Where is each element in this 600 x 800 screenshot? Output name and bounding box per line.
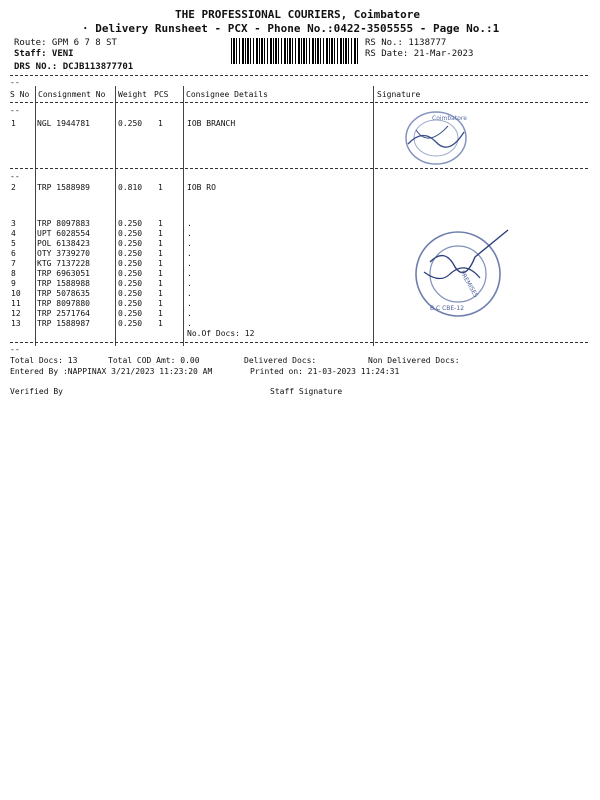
row-pcs: 1 — [158, 219, 163, 228]
row-consignment: TRP 8097883 — [37, 219, 90, 228]
rs-date: RS Date: 21-Mar-2023 — [365, 49, 474, 59]
drs-number: DRS NO.: DCJB113877701 — [14, 62, 134, 72]
row-details: . — [187, 309, 192, 318]
row-weight: 0.250 — [118, 119, 143, 128]
row-consignment: POL 6138423 — [37, 239, 90, 248]
runsheet-title: · Delivery Runsheet - PCX - Phone No.:0422-3505555 - Page No.:1 — [82, 22, 500, 35]
row-weight: 0.250 — [118, 249, 143, 258]
non-delivered-docs: Non Delivered Docs: — [368, 356, 460, 365]
divider-mark: -- — [10, 106, 20, 115]
divider-mark: -- — [10, 345, 20, 354]
row-pcs: 1 — [158, 259, 163, 268]
col-weight: Weight — [118, 90, 147, 99]
row-consignment: OTY 3739270 — [37, 249, 90, 258]
row-weight: 0.250 — [118, 259, 143, 268]
row-pcs: 1 — [158, 319, 163, 328]
col-consignee: Consignee Details — [186, 90, 268, 99]
total-cod-amount: Total COD Amt: 0.00 — [108, 356, 200, 365]
row-weight: 0.810 — [118, 183, 143, 192]
row-details: . — [187, 259, 192, 268]
staff-signature: Staff Signature — [270, 387, 343, 396]
divider — [10, 342, 588, 343]
row-details: . — [187, 279, 192, 288]
row-details: IOB BRANCH — [187, 119, 236, 128]
table-row — [0, 119, 600, 129]
row-sno: 3 — [11, 219, 16, 228]
row-weight: 0.250 — [118, 239, 143, 248]
staff: Staff: VENI — [14, 49, 74, 59]
row-weight: 0.250 — [118, 219, 143, 228]
row-pcs: 1 — [158, 183, 163, 192]
row-sno: 13 — [11, 319, 21, 328]
row-pcs: 1 — [158, 229, 163, 238]
row-sno: 1 — [11, 119, 16, 128]
row-consignment: TRP 5078635 — [37, 289, 90, 298]
row-sno: 11 — [11, 299, 21, 308]
row-consignment: KTG 7137228 — [37, 259, 90, 268]
row-details: . — [187, 299, 192, 308]
row-details: . — [187, 229, 192, 238]
row-pcs: 1 — [158, 279, 163, 288]
row-pcs: 1 — [158, 239, 163, 248]
stamp-2-code: B.C CBE-12 — [430, 305, 465, 312]
row-weight: 0.250 — [118, 309, 143, 318]
printed-on: Printed on: 21-03-2023 11:24:31 — [250, 367, 400, 376]
col-sno: S No — [10, 90, 30, 99]
barcode — [231, 38, 359, 64]
row-weight: 0.250 — [118, 229, 143, 238]
row-consignment: TRP 2571764 — [37, 309, 90, 318]
col-pcs: PCS — [154, 90, 169, 99]
delivery-stamp-2 — [410, 222, 520, 320]
table-row — [0, 183, 600, 193]
row-weight: 0.250 — [118, 279, 143, 288]
divider — [10, 75, 588, 76]
row-sno: 8 — [11, 269, 16, 278]
verified-by: Verified By — [10, 387, 63, 396]
divider-mark: -- — [10, 172, 20, 181]
row-details: . — [187, 319, 192, 328]
row-weight: 0.250 — [118, 269, 143, 278]
divider — [10, 168, 588, 169]
row-consignment: NGL 1944781 — [37, 119, 90, 128]
row-details: . — [187, 249, 192, 258]
row-sno: 9 — [11, 279, 16, 288]
row-pcs: 1 — [158, 299, 163, 308]
table-row — [0, 319, 600, 329]
row-pcs: 1 — [158, 249, 163, 258]
row-consignment: TRP 8097880 — [37, 299, 90, 308]
row-consignment: UPT 6028554 — [37, 229, 90, 238]
row-details: . — [187, 219, 192, 228]
delivery-stamp-1 — [398, 108, 478, 168]
row-sno: 10 — [11, 289, 21, 298]
company-name: THE PROFESSIONAL COURIERS, Coimbatore — [175, 8, 421, 21]
row-consignment: TRP 6963051 — [37, 269, 90, 278]
col-consignment: Consignment No — [38, 90, 106, 99]
row-sno: 7 — [11, 259, 16, 268]
row-sno: 4 — [11, 229, 16, 238]
row-consignment: TRP 1588989 — [37, 183, 90, 192]
route: Route: GPM 6 7 8 ST — [14, 38, 117, 48]
row-sno: 12 — [11, 309, 21, 318]
delivered-docs: Delivered Docs: — [244, 356, 317, 365]
divider — [10, 102, 588, 103]
total-docs: Total Docs: 13 — [10, 356, 78, 365]
row-sno: 5 — [11, 239, 16, 248]
row-consignment: TRP 1588987 — [37, 319, 90, 328]
row-details: IOB RO — [187, 183, 216, 192]
row-pcs: 1 — [158, 309, 163, 318]
row-pcs: 1 — [158, 289, 163, 298]
row-pcs: 1 — [158, 269, 163, 278]
row-pcs: 1 — [158, 119, 163, 128]
entered-by: Entered By :NAPPINAX 3/21/2023 11:23:20 AM — [10, 367, 213, 376]
divider-mark: -- — [10, 78, 20, 87]
row-weight: 0.250 — [118, 289, 143, 298]
rs-number: RS No.: 1138777 — [365, 38, 447, 48]
stamp-2-text: PREMISES — [458, 269, 480, 299]
row-details: . — [187, 289, 192, 298]
row-details: . — [187, 269, 192, 278]
col-signature: Signature — [377, 90, 421, 99]
stamp-1-text: Coimbatore — [432, 115, 467, 122]
row-sno: 6 — [11, 249, 16, 258]
row-weight: 0.250 — [118, 299, 143, 308]
no-of-docs: No.Of Docs: 12 — [187, 329, 255, 338]
row-weight: 0.250 — [118, 319, 143, 328]
row-sno: 2 — [11, 183, 16, 192]
row-consignment: TRP 1588988 — [37, 279, 90, 288]
row-details: . — [187, 239, 192, 248]
